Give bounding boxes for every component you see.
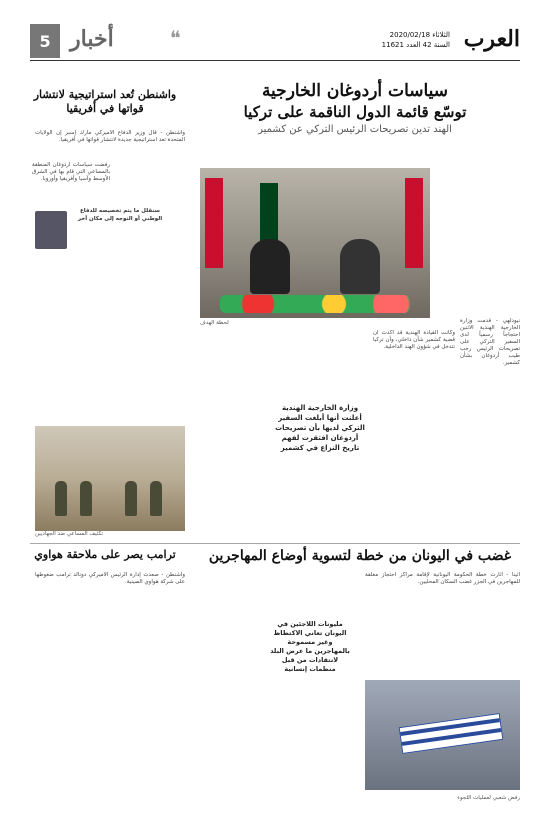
lead-photo-caption: لحظة الهدف	[200, 320, 229, 326]
issue-meta	[382, 30, 450, 50]
turkey-flag-right	[405, 178, 423, 268]
protest-photo	[365, 680, 520, 790]
section-title: أخبار	[70, 26, 114, 52]
trump-column-text	[35, 572, 185, 797]
lead-paragraph-b: نيودلهي - قدمت وزارة الخارجية الهندية الاثنين احتجاجاً رسمياً لدى السفير التركي على تصريحات الرئيس رجب طيب أردوغان بشأن كشمير.	[460, 318, 520, 366]
lead-headline-line-1: سياسات أردوغان الخارجية	[261, 81, 449, 101]
horizontal-divider	[30, 543, 520, 544]
side-headline-1: واشنطن تُعد استراتيجية لانتشار قواتها في أفريقيا	[33, 88, 177, 115]
soldiers-photo	[35, 426, 185, 531]
side-headline-2: ترامب يصر على ملاحقة هواوي	[34, 548, 176, 561]
second-headline: غضب في اليونان من خطة لتسوية أوضاع المهاجرين	[208, 548, 512, 564]
lead-paragraph-c: وكانت القيادة الهندية قد أكدت أن قضية كشمير شأن داخلي، وأن تركيا تتدخل في شؤون الهند الداخلية.	[373, 330, 455, 350]
lead-paragraph-a: رفضت سياسات أردوغان المنطقة بالمساعي التي قام بها في الشرق الأوسط وآسيا وأفريقيا وأوروبا.	[32, 162, 110, 182]
person-left	[250, 239, 290, 294]
lead-pull-quote: وزارة الخارجية الهندية أعلنت أنها أبلغت السفير التركي لديها بأن تصريحات أردوغان افتقرت لفهم تاريخ النزاع في كشمير	[275, 404, 365, 452]
lead-subheadline: الهند تدين تصريحات الرئيس التركي عن كشمير	[258, 124, 452, 135]
protest-banner	[399, 713, 504, 754]
newspaper-logo: العرب	[463, 26, 520, 52]
side-column-text	[35, 130, 185, 205]
second-story-box: مليونات اللاجئين في اليونان تعاني الاكتظاظ وغير مسموحة بالمهاجرين ما عرض البلد لانتقادات من قبل منظمات إنسانية	[270, 620, 350, 673]
lead-headline-block	[190, 80, 520, 135]
trump-paragraph: واشنطن - صعدت إدارة الرئيس الأميركي دونالد ترامب ضغوطها على شركة هواوي الصينية.	[35, 572, 185, 585]
person-right	[340, 239, 380, 294]
soldiers-photo-caption: تكثيف المساعي ضد الجهاديين	[35, 531, 104, 537]
issue-number: السنة 42 العدد 11621	[381, 41, 450, 49]
issue-date: الثلاثاء 2020/02/18	[389, 31, 450, 39]
lead-headline-line-2: توسّع قائمة الدول الناقمة على تركيا	[243, 103, 467, 121]
page-number-badge: 5	[30, 24, 60, 58]
flower-arrangement	[220, 295, 410, 313]
side-paragraph: واشنطن - قال وزير الدفاع الأميركي مارك إسبر إن الولايات المتحدة تعد استراتيجية جديدة لانتشار قواتها في أفريقيا.	[35, 130, 185, 143]
soldier-figure	[150, 481, 162, 516]
second-column-text	[365, 572, 520, 677]
soldier-figure	[80, 481, 92, 516]
soldier-figure	[55, 481, 67, 516]
soldier-figure	[125, 481, 137, 516]
lead-photo	[200, 168, 430, 318]
protest-photo-caption: رفض شعبي لعمليات اللجوء	[457, 795, 520, 801]
quote-mark-icon: ❝	[170, 26, 181, 50]
masthead	[30, 20, 520, 61]
lead-column-c	[373, 330, 455, 540]
side-portrait-photo	[35, 211, 67, 249]
side-portrait-caption: سنقلل ما يتم تخصيصه للدفاع الوطني أو التوجه إلى مكان آخر	[77, 208, 163, 222]
turkey-flag-left	[205, 178, 223, 268]
second-paragraph: أثينا - أثارت خطة الحكومة اليونانية لإقامة مراكز احتجاز مغلقة للمهاجرين في الجزر غضب السكان المحليين.	[365, 572, 520, 585]
lead-column-b	[460, 318, 520, 540]
